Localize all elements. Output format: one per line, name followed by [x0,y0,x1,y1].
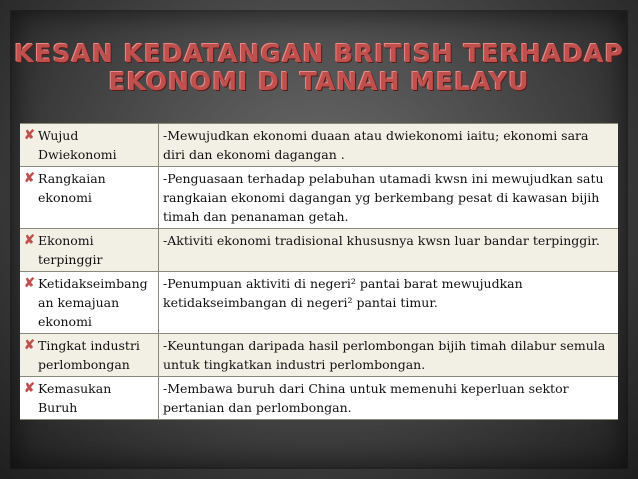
content-table [20,123,618,420]
x-mark-icon: ✘ [24,381,35,396]
row-value: -Penumpuan aktiviti di negeri² pantai barat mewujudkan ketidakseimbangan di negeri² pantai timur. [159,272,619,334]
row-key: Ekonomi terpinggir [38,233,103,267]
x-mark-icon: ✘ [24,276,35,291]
row-value: -Aktiviti ekonomi tradisional khususnya kwsn luar bandar terpinggir. [159,229,619,272]
row-value: -Keuntungan daripada hasil perlombongan bijih timah dilabur semula untuk tingkatkan industri perlombongan. [159,334,619,377]
table-row [20,377,618,420]
row-key-cell [20,377,159,420]
table-row [20,124,618,167]
x-mark-icon: ✘ [24,171,35,186]
title-line-2: EKONOMI DI TANAH MELAYU [108,67,530,96]
title-line-1: KESAN KEDATANGAN BRITISH TERHADAP [14,39,624,68]
row-key-cell [20,334,159,377]
row-key-cell [20,229,159,272]
table-row [20,334,618,377]
x-mark-icon: ✘ [24,128,35,143]
slide-title [0,40,638,96]
row-key-cell [20,124,159,167]
row-key: Rangkaian ekonomi [38,171,106,205]
row-key: Tingkat industri perlombongan [38,338,140,372]
row-value: -Membawa buruh dari China untuk memenuhi keperluan sektor pertanian dan perlombongan. [159,377,619,420]
x-mark-icon: ✘ [24,338,35,353]
table-row [20,167,618,229]
table-row [20,272,618,334]
x-mark-icon: ✘ [24,233,35,248]
row-value: -Penguasaan terhadap pelabuhan utamadi kwsn ini mewujudkan satu rangkaian ekonomi dagangan yg berkembang pesat di kawasan bijih timah dan penanaman getah. [159,167,619,229]
row-key-cell [20,272,159,334]
row-key: Ketidakseimbang an kemajuan ekonomi [38,276,148,329]
row-value: -Mewujudkan ekonomi duaan atau dwiekonomi iaitu; ekonomi sara diri dan ekonomi dagangan . [159,124,619,167]
table-row [20,229,618,272]
row-key: Kemasukan Buruh [38,381,112,415]
row-key-cell [20,167,159,229]
row-key: Wujud Dwiekonomi [38,128,117,162]
